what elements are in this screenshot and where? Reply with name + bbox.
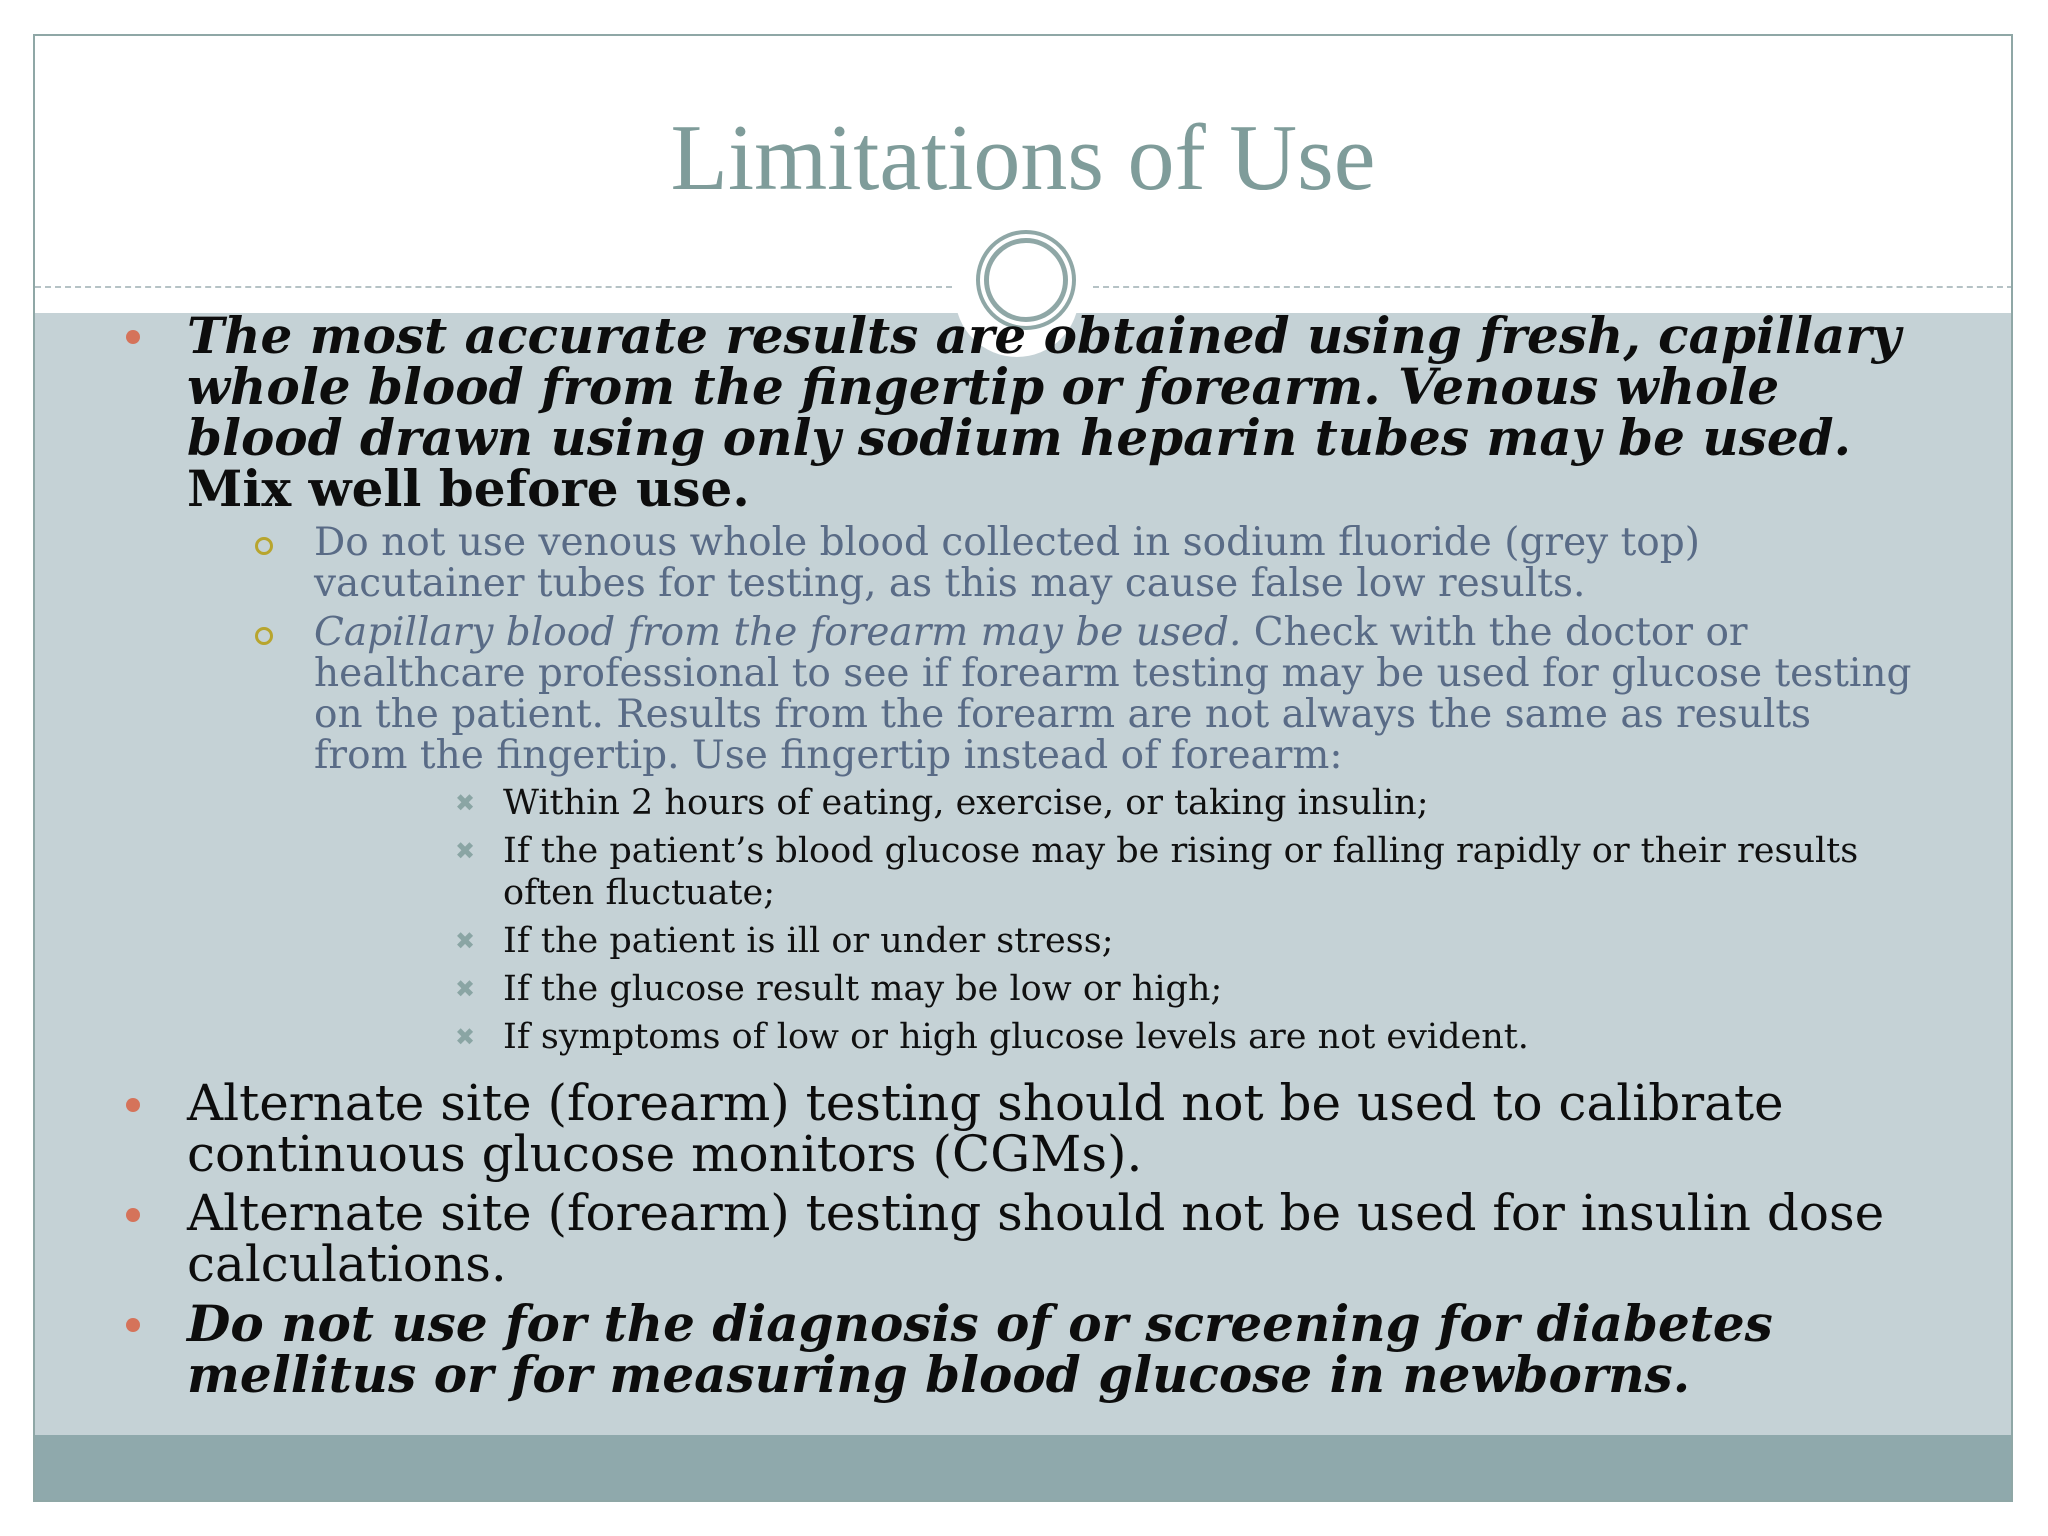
forearm-main-text: Check with the doctor or healthcare professional to see if forearm testing may be used for glucose testing on the patient. Results from the forearm are not always the same as results from the fingertip. Use fingertip instead of forearm: (314, 610, 1912, 778)
primary-bullet-icon (126, 1318, 140, 1332)
x-bullet-icon: ✖ (455, 837, 476, 865)
condition-item (314, 1016, 1915, 1058)
forearm-text (314, 612, 1915, 776)
secondary-bullet-icon (255, 627, 273, 645)
primary-bullet-icon (126, 1208, 140, 1222)
condition-text: If the patient’s blood glucose may be rising or falling rapidly or their results often fluctuate; (503, 831, 1859, 913)
footer-band (35, 1435, 2011, 1502)
sodium-fluoride-text: Do not use venous whole blood collected in sodium fluoride (grey top) vacutainer tubes for testing, as this may cause false low results. (314, 520, 1700, 606)
condition-item (314, 968, 1915, 1010)
bullet-item-accuracy (120, 306, 1915, 1058)
x-bullet-icon: ✖ (455, 975, 476, 1003)
condition-item (314, 782, 1915, 824)
condition-text: If the patient is ill or under stress; (503, 921, 1114, 961)
title-divider-right (1093, 286, 2013, 288)
condition-text: Within 2 hours of eating, exercise, or taking insulin; (503, 783, 1429, 823)
slide-content (120, 306, 1915, 1408)
condition-item (314, 830, 1915, 914)
x-bullet-icon: ✖ (455, 789, 476, 817)
bullet-item-cgm (120, 1074, 1915, 1183)
secondary-bullet-icon (255, 537, 273, 555)
fingertip-conditions-list (314, 782, 1915, 1058)
cgm-text: Alternate site (forearm) testing should not be used to calibrate continuous glucose monitors (CGMs). (187, 1074, 1784, 1183)
sub-item-sodium-fluoride (187, 522, 1915, 604)
condition-item (314, 920, 1915, 962)
x-bullet-icon: ✖ (455, 927, 476, 955)
slide-title: Limitations of Use (670, 106, 1376, 210)
sub-item-forearm (187, 612, 1915, 1058)
title-divider-left (35, 286, 962, 288)
condition-text: If symptoms of low or high glucose levels are not evident. (503, 1017, 1529, 1057)
insulin-text: Alternate site (forearm) testing should not be used for insulin dose calculations. (187, 1184, 1885, 1293)
diagnosis-text: Do not use for the diagnosis of or screening for diabetes mellitus or for measuring blood glucose in newborns. (187, 1294, 1773, 1404)
condition-text: If the glucose result may be low or high; (503, 969, 1223, 1009)
accuracy-sublist (187, 522, 1915, 1058)
x-bullet-icon: ✖ (455, 1023, 476, 1051)
primary-bullet-icon (126, 330, 140, 344)
primary-bullet-icon (126, 1098, 140, 1112)
bullet-item-insulin (120, 1184, 1915, 1293)
forearm-italic-text: Capillary blood from the forearm may be used. (314, 610, 1242, 655)
accuracy-text (187, 306, 1915, 518)
bullet-item-diagnosis (120, 1294, 1915, 1404)
accuracy-main-text: The most accurate results are obtained using fresh, capillary whole blood from the fingertip or forearm. Venous whole blood drawn using only sodium heparin tubes may be used. (187, 306, 1901, 467)
mix-well-text: Mix well before use. (187, 459, 750, 518)
